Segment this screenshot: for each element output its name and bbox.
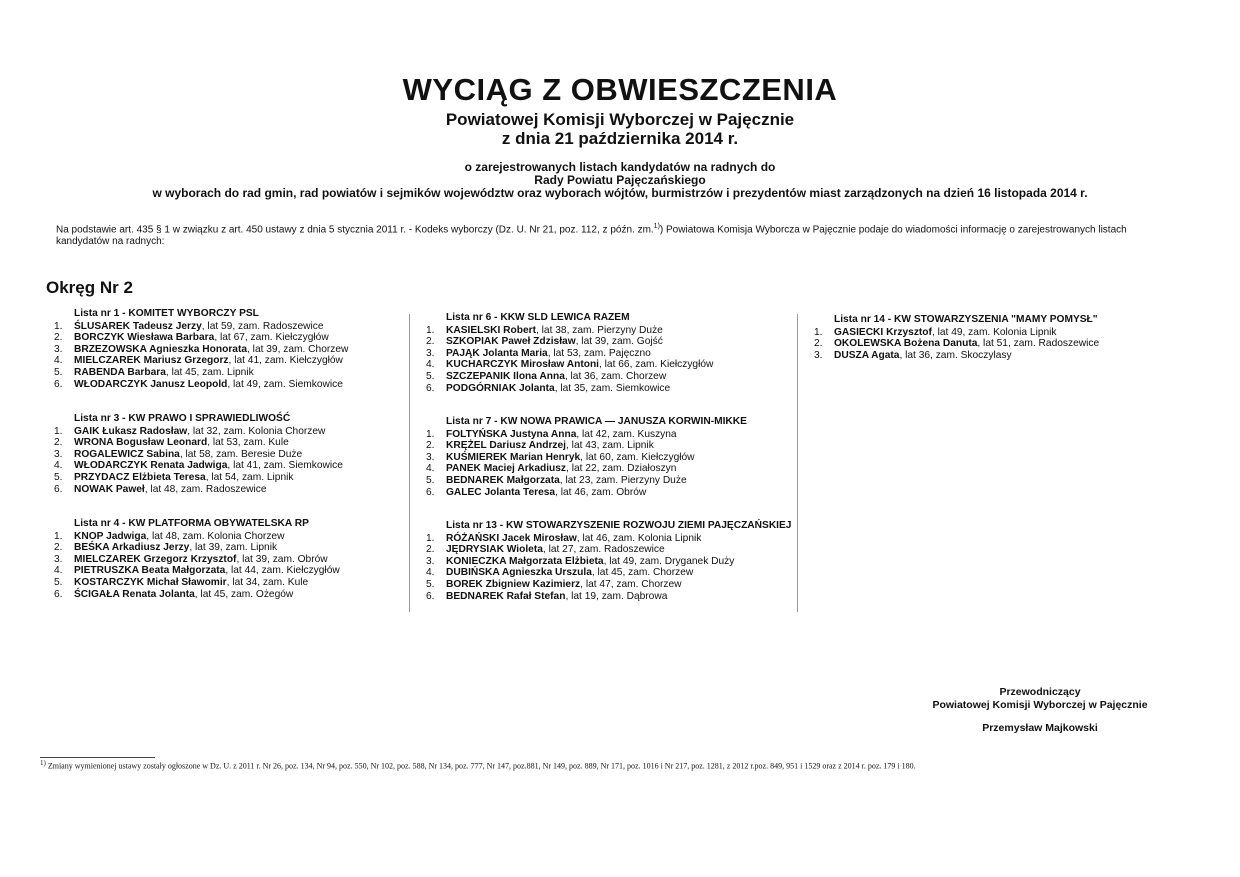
candidate-number: 5. xyxy=(426,474,435,486)
candidate-name: BOREK Zbigniew Kazimierz xyxy=(446,578,581,590)
candidate-row xyxy=(426,579,791,591)
candidate-number: 6. xyxy=(54,588,63,600)
candidate-details: , lat 22, zam. Działoszyn xyxy=(566,463,677,475)
candidate-details: , lat 66, zam. Kiełczygłów xyxy=(599,359,714,371)
candidate-number: 3. xyxy=(54,553,63,565)
candidate-row xyxy=(54,484,343,496)
list-header: Lista nr 1 - KOMITET WYBORCZY PSL xyxy=(74,308,259,319)
candidate-row xyxy=(426,452,747,464)
candidate-details: , lat 54, zam. Lipnik xyxy=(205,471,294,483)
candidate-number: 2. xyxy=(54,437,63,449)
candidate-name: PAJĄK Jolanta Maria xyxy=(446,347,548,359)
candidate-number: 2. xyxy=(426,440,435,452)
candidate-name: DUSZA Agata xyxy=(834,349,900,361)
candidate-row xyxy=(54,589,340,601)
candidate-name: KOSTARCZYK Michał Sławomir xyxy=(74,576,227,588)
candidate-row xyxy=(426,487,747,499)
announcement-date: z dnia 21 października 2014 r. xyxy=(501,129,739,148)
candidate-details: , lat 44, zam. Kiełczygłów xyxy=(225,565,340,577)
candidate-list xyxy=(426,416,747,498)
candidate-details: , lat 39, zam. Gojść xyxy=(575,336,663,348)
candidate-name: ŚCIGAŁA Renata Jolanta xyxy=(74,588,195,600)
candidate-name: KASIELSKI Robert xyxy=(446,324,536,336)
candidate-list xyxy=(426,520,791,602)
footnote-separator xyxy=(40,757,155,758)
candidate-details: , lat 27, zam. Radoszewice xyxy=(542,544,665,556)
candidate-row xyxy=(426,359,713,371)
candidate-number: 6. xyxy=(54,483,63,495)
candidate-number: 3. xyxy=(426,451,435,463)
candidate-details: , lat 53, zam. Kule xyxy=(207,437,289,449)
candidate-details: , lat 38, zam. Pierzyny Duże xyxy=(536,324,663,336)
candidate-row xyxy=(54,449,343,461)
candidate-details: , lat 19, zam. Dąbrowa xyxy=(565,590,668,602)
legal-basis-paragraph xyxy=(56,221,1166,248)
candidate-number: 6. xyxy=(426,382,435,394)
candidate-list xyxy=(54,308,348,390)
candidate-details: , lat 53, zam. Pajęczno xyxy=(547,347,651,359)
candidate-name: GAIK Łukasz Radosław xyxy=(74,425,188,437)
candidate-name: KUŚMIEREK Marian Henryk xyxy=(446,451,581,463)
candidate-details: , lat 59, zam. Radoszewice xyxy=(201,320,324,332)
candidate-row xyxy=(426,463,747,475)
footnote-mark: 1) xyxy=(40,759,46,767)
candidate-name: FOLTYŃSKA Justyna Anna xyxy=(446,428,577,440)
candidate-row xyxy=(426,383,713,395)
candidate-name: RABENDA Barbara xyxy=(74,366,166,378)
candidate-details: , lat 48, zam. Radoszewice xyxy=(144,483,267,495)
candidate-row xyxy=(426,556,791,568)
candidate-details: , lat 45, zam. Chorzew xyxy=(591,567,694,579)
candidate-number: 1. xyxy=(814,326,823,338)
candidate-list xyxy=(814,314,1099,361)
candidate-number: 1. xyxy=(426,532,435,544)
candidate-row xyxy=(814,338,1099,350)
candidate-name: DUBIŃSKA Agnieszka Urszula xyxy=(446,567,592,579)
candidate-details: , lat 39, zam. Lipnik xyxy=(189,542,278,554)
candidate-number: 3. xyxy=(814,349,823,361)
candidate-details: , lat 49, zam. Dryganek Duży xyxy=(603,555,735,567)
candidate-number: 6. xyxy=(54,378,63,390)
candidate-row xyxy=(426,429,747,441)
candidate-number: 6. xyxy=(426,590,435,602)
document-title: WYCIĄG Z OBWIESZCZENIA xyxy=(402,72,838,107)
candidate-name: BEŚKA Arkadiusz Jerzy xyxy=(74,542,190,554)
description-line-2: Rady Powiatu Pajęczańskiego xyxy=(534,173,706,187)
candidate-name: KRĘŻEL Dariusz Andrzej xyxy=(446,440,567,452)
candidate-name: SZKOPIAK Paweł Zdzisław xyxy=(446,336,576,348)
candidate-row xyxy=(54,344,348,356)
candidate-number: 5. xyxy=(426,578,435,590)
candidate-number: 2. xyxy=(54,332,63,344)
candidate-row xyxy=(54,577,340,589)
candidate-details: , lat 41, zam. Kiełczygłów xyxy=(228,355,343,367)
candidate-details: , lat 67, zam. Kiełczygłów xyxy=(214,332,329,344)
candidate-name: BORCZYK Wiesława Barbara xyxy=(74,332,215,344)
list-header: Lista nr 3 - KW PRAWO I SPRAWIEDLIWOŚĆ xyxy=(74,413,291,424)
candidate-row xyxy=(54,437,343,449)
candidate-name: PIETRUSZKA Beata Małgorzata xyxy=(74,565,226,577)
candidate-number: 1. xyxy=(426,428,435,440)
list-header: Lista nr 13 - KW STOWARZYSZENIE ROZWOJU ZIEMI PAJĘCZAŃSKIEJ xyxy=(446,520,792,531)
candidate-name: WŁODARCZYK Renata Jadwiga xyxy=(74,460,228,472)
candidate-list xyxy=(54,413,343,495)
candidate-row xyxy=(426,371,713,383)
candidate-number: 1. xyxy=(54,425,63,437)
candidate-number: 4. xyxy=(54,460,63,472)
signature-commission: Powiatowej Komisji Wyborczej w Pajęcznie xyxy=(932,699,1148,711)
candidate-name: WRONA Bogusław Leonard xyxy=(74,437,208,449)
candidate-name: KONIECZKA Małgorzata Elżbieta xyxy=(446,555,604,567)
legal-basis-text-before: Na podstawie art. 435 § 1 w związku z art. 450 ustawy z dnia 5 stycznia 2011 r. - Kodeks wyborczy (Dz. U. Nr 21, poz. 112, z późn. zm. xyxy=(56,224,654,236)
candidate-details: , lat 36, zam. Chorzew xyxy=(564,370,667,382)
list-header: Lista nr 4 - KW PLATFORMA OBYWATELSKA RP xyxy=(74,518,309,529)
legal-basis-text-after: ) Powiatowa Komisja Wyborcza w Pajęcznie podaje do wiadomości informację o zarejestrowanych listach kandydatów na radnych: xyxy=(56,224,1127,248)
candidate-name: BEDNAREK Rafał Stefan xyxy=(446,590,566,602)
candidate-number: 2. xyxy=(426,336,435,348)
candidate-row xyxy=(426,325,713,337)
candidate-name: KUCHARCZYK Mirosław Antoni xyxy=(446,359,599,371)
candidate-number: 5. xyxy=(54,366,63,378)
candidate-details: , lat 41, zam. Siemkowice xyxy=(227,460,343,472)
candidate-name: SZCZEPANIK Ilona Anna xyxy=(446,370,565,382)
candidate-details: , lat 47, zam. Chorzew xyxy=(580,578,682,590)
candidate-name: PODGÓRNIAK Jolanta xyxy=(446,382,555,394)
candidate-name: PRZYDACZ Elżbieta Teresa xyxy=(74,471,206,483)
candidate-row xyxy=(814,327,1099,339)
candidate-name: MIELCZAREK Mariusz Grzegorz xyxy=(74,355,229,367)
candidate-name: GALEC Jolanta Teresa xyxy=(446,486,556,498)
candidate-row xyxy=(54,367,348,379)
candidate-row xyxy=(54,531,340,543)
candidate-number: 5. xyxy=(426,370,435,382)
candidate-name: OKOLEWSKA Bożena Danuta xyxy=(834,338,978,350)
candidate-name: WŁODARCZYK Janusz Leopold xyxy=(74,378,228,390)
candidate-details: , lat 60, zam. Kiełczygłów xyxy=(580,451,695,463)
candidate-row xyxy=(426,440,747,452)
candidate-name: ROGALEWICZ Sabina xyxy=(74,448,180,460)
signature-name: Przemysław Majkowski xyxy=(982,722,1098,734)
candidate-number: 2. xyxy=(426,544,435,556)
candidate-number: 4. xyxy=(54,565,63,577)
district-heading: Okręg Nr 2 xyxy=(46,278,133,297)
candidate-details: , lat 43, zam. Lipnik xyxy=(566,440,654,452)
candidate-name: JĘDRYSIAK Wioleta xyxy=(446,544,543,556)
candidate-name: GASIECKI Krzysztof xyxy=(834,326,932,338)
candidate-row xyxy=(54,426,343,438)
commission-name: Powiatowej Komisji Wyborczej w Pajęcznie xyxy=(445,110,795,129)
description-line-1: o zarejestrowanych listach kandydatów na radnych do xyxy=(464,160,776,174)
description-line-3: w wyborach do rad gmin, rad powiatów i sejmików województw oraz wyborach wójtów, burmistrzów i prezydentów miast zarządzonych na dzień 16 listopada 2014 r. xyxy=(152,186,1088,200)
candidate-row xyxy=(426,475,747,487)
candidate-row xyxy=(54,379,348,391)
candidate-details: , lat 42, zam. Kuszyna xyxy=(576,428,677,440)
list-header: Lista nr 14 - KW STOWARZYSZENIA "MAMY POMYSŁ" xyxy=(834,314,1098,325)
candidate-number: 3. xyxy=(426,555,435,567)
candidate-details: , lat 46, zam. Kolonia Lipnik xyxy=(576,532,702,544)
candidate-details: , lat 49, zam. Kolonia Lipnik xyxy=(931,326,1057,338)
candidate-row xyxy=(54,554,340,566)
candidate-name: KNOP Jadwiga xyxy=(74,530,147,542)
candidate-row xyxy=(426,591,791,603)
candidate-list xyxy=(426,312,713,394)
candidate-name: BRZEZOWSKA Agnieszka Honorata xyxy=(74,343,248,355)
candidate-number: 2. xyxy=(54,542,63,554)
candidate-details: , lat 36, zam. Skoczylasy xyxy=(899,349,1012,361)
candidate-details: , lat 51, zam. Radoszewice xyxy=(977,338,1100,350)
candidate-details: , lat 46, zam. Obrów xyxy=(555,486,647,498)
candidate-number: 5. xyxy=(54,576,63,588)
candidate-row xyxy=(54,355,348,367)
candidate-details: , lat 23, zam. Pierzyny Duże xyxy=(559,474,687,486)
candidate-number: 3. xyxy=(54,343,63,355)
candidate-row xyxy=(54,460,343,472)
candidate-row xyxy=(54,472,343,484)
candidate-row xyxy=(814,350,1099,362)
candidate-details: , lat 35, zam. Siemkowice xyxy=(554,382,671,394)
candidate-details: , lat 58, zam. Beresie Duże xyxy=(179,448,303,460)
footnote-text: Zmiany wymienionej ustawy zostały ogłoszone w Dz. U. z 2011 r. Nr 26, poz. 134, Nr 94, poz. 550, Nr 102, poz. 588, Nr 134, poz. 777, Nr 147, poz.881, Nr 149, poz. 889, Nr 171, poz. 1016 i Nr 217, poz. 1281, z 2012 r.poz. 849, 951 i 1529 oraz z 2014 r. poz. 179 i 180. xyxy=(45,761,916,771)
candidate-details: , lat 49, zam. Siemkowice xyxy=(227,378,343,390)
candidate-row xyxy=(426,348,713,360)
candidate-name: BEDNAREK Małgorzata xyxy=(446,474,560,486)
candidate-details: , lat 39, zam. Chorzew xyxy=(247,343,349,355)
candidate-details: , lat 45, zam. Lipnik xyxy=(165,366,254,378)
candidate-name: RÓŻAŃSKI Jacek Mirosław xyxy=(446,532,577,544)
candidate-number: 1. xyxy=(426,324,435,336)
candidate-number: 3. xyxy=(426,347,435,359)
candidate-number: 3. xyxy=(54,448,63,460)
signature-title: Przewodniczący xyxy=(999,686,1081,698)
candidate-number: 4. xyxy=(54,355,63,367)
candidate-row xyxy=(426,533,791,545)
candidate-row xyxy=(426,336,713,348)
candidate-name: ŚLUSAREK Tadeusz Jerzy xyxy=(74,320,202,332)
candidate-name: PANEK Maciej Arkadiusz xyxy=(446,463,567,475)
candidate-details: , lat 34, zam. Kule xyxy=(226,576,309,588)
candidate-number: 4. xyxy=(426,359,435,371)
candidate-number: 1. xyxy=(54,320,63,332)
candidate-number: 5. xyxy=(54,471,63,483)
candidate-number: 4. xyxy=(426,463,435,475)
candidate-row xyxy=(54,542,340,554)
footnote-reference: 1) xyxy=(653,223,660,230)
column-divider-right xyxy=(797,314,798,612)
candidate-details: , lat 39, zam. Obrów xyxy=(236,553,328,565)
candidate-number: 6. xyxy=(426,486,435,498)
candidate-name: NOWAK Paweł xyxy=(74,483,145,495)
list-header: Lista nr 7 - KW NOWA PRAWICA — JANUSZA KORWIN-MIKKE xyxy=(446,416,747,427)
candidate-row xyxy=(426,567,791,579)
candidate-details: , lat 48, zam. Kolonia Chorzew xyxy=(146,530,285,542)
candidate-details: , lat 45, zam. Ożegów xyxy=(194,588,294,600)
candidate-row xyxy=(54,321,348,333)
candidate-details: , lat 32, zam. Kolonia Chorzew xyxy=(187,425,326,437)
candidate-number: 4. xyxy=(426,567,435,579)
candidate-row xyxy=(54,565,340,577)
candidate-name: MIELCZAREK Grzegorz Krzysztof xyxy=(74,553,237,565)
list-header: Lista nr 6 - KKW SLD LEWICA RAZEM xyxy=(446,312,630,323)
candidate-list xyxy=(54,518,340,600)
column-divider-left xyxy=(409,314,410,612)
footnote xyxy=(40,759,916,771)
candidate-number: 1. xyxy=(54,530,63,542)
candidate-row xyxy=(54,332,348,344)
candidate-row xyxy=(426,544,791,556)
candidate-number: 2. xyxy=(814,338,823,350)
